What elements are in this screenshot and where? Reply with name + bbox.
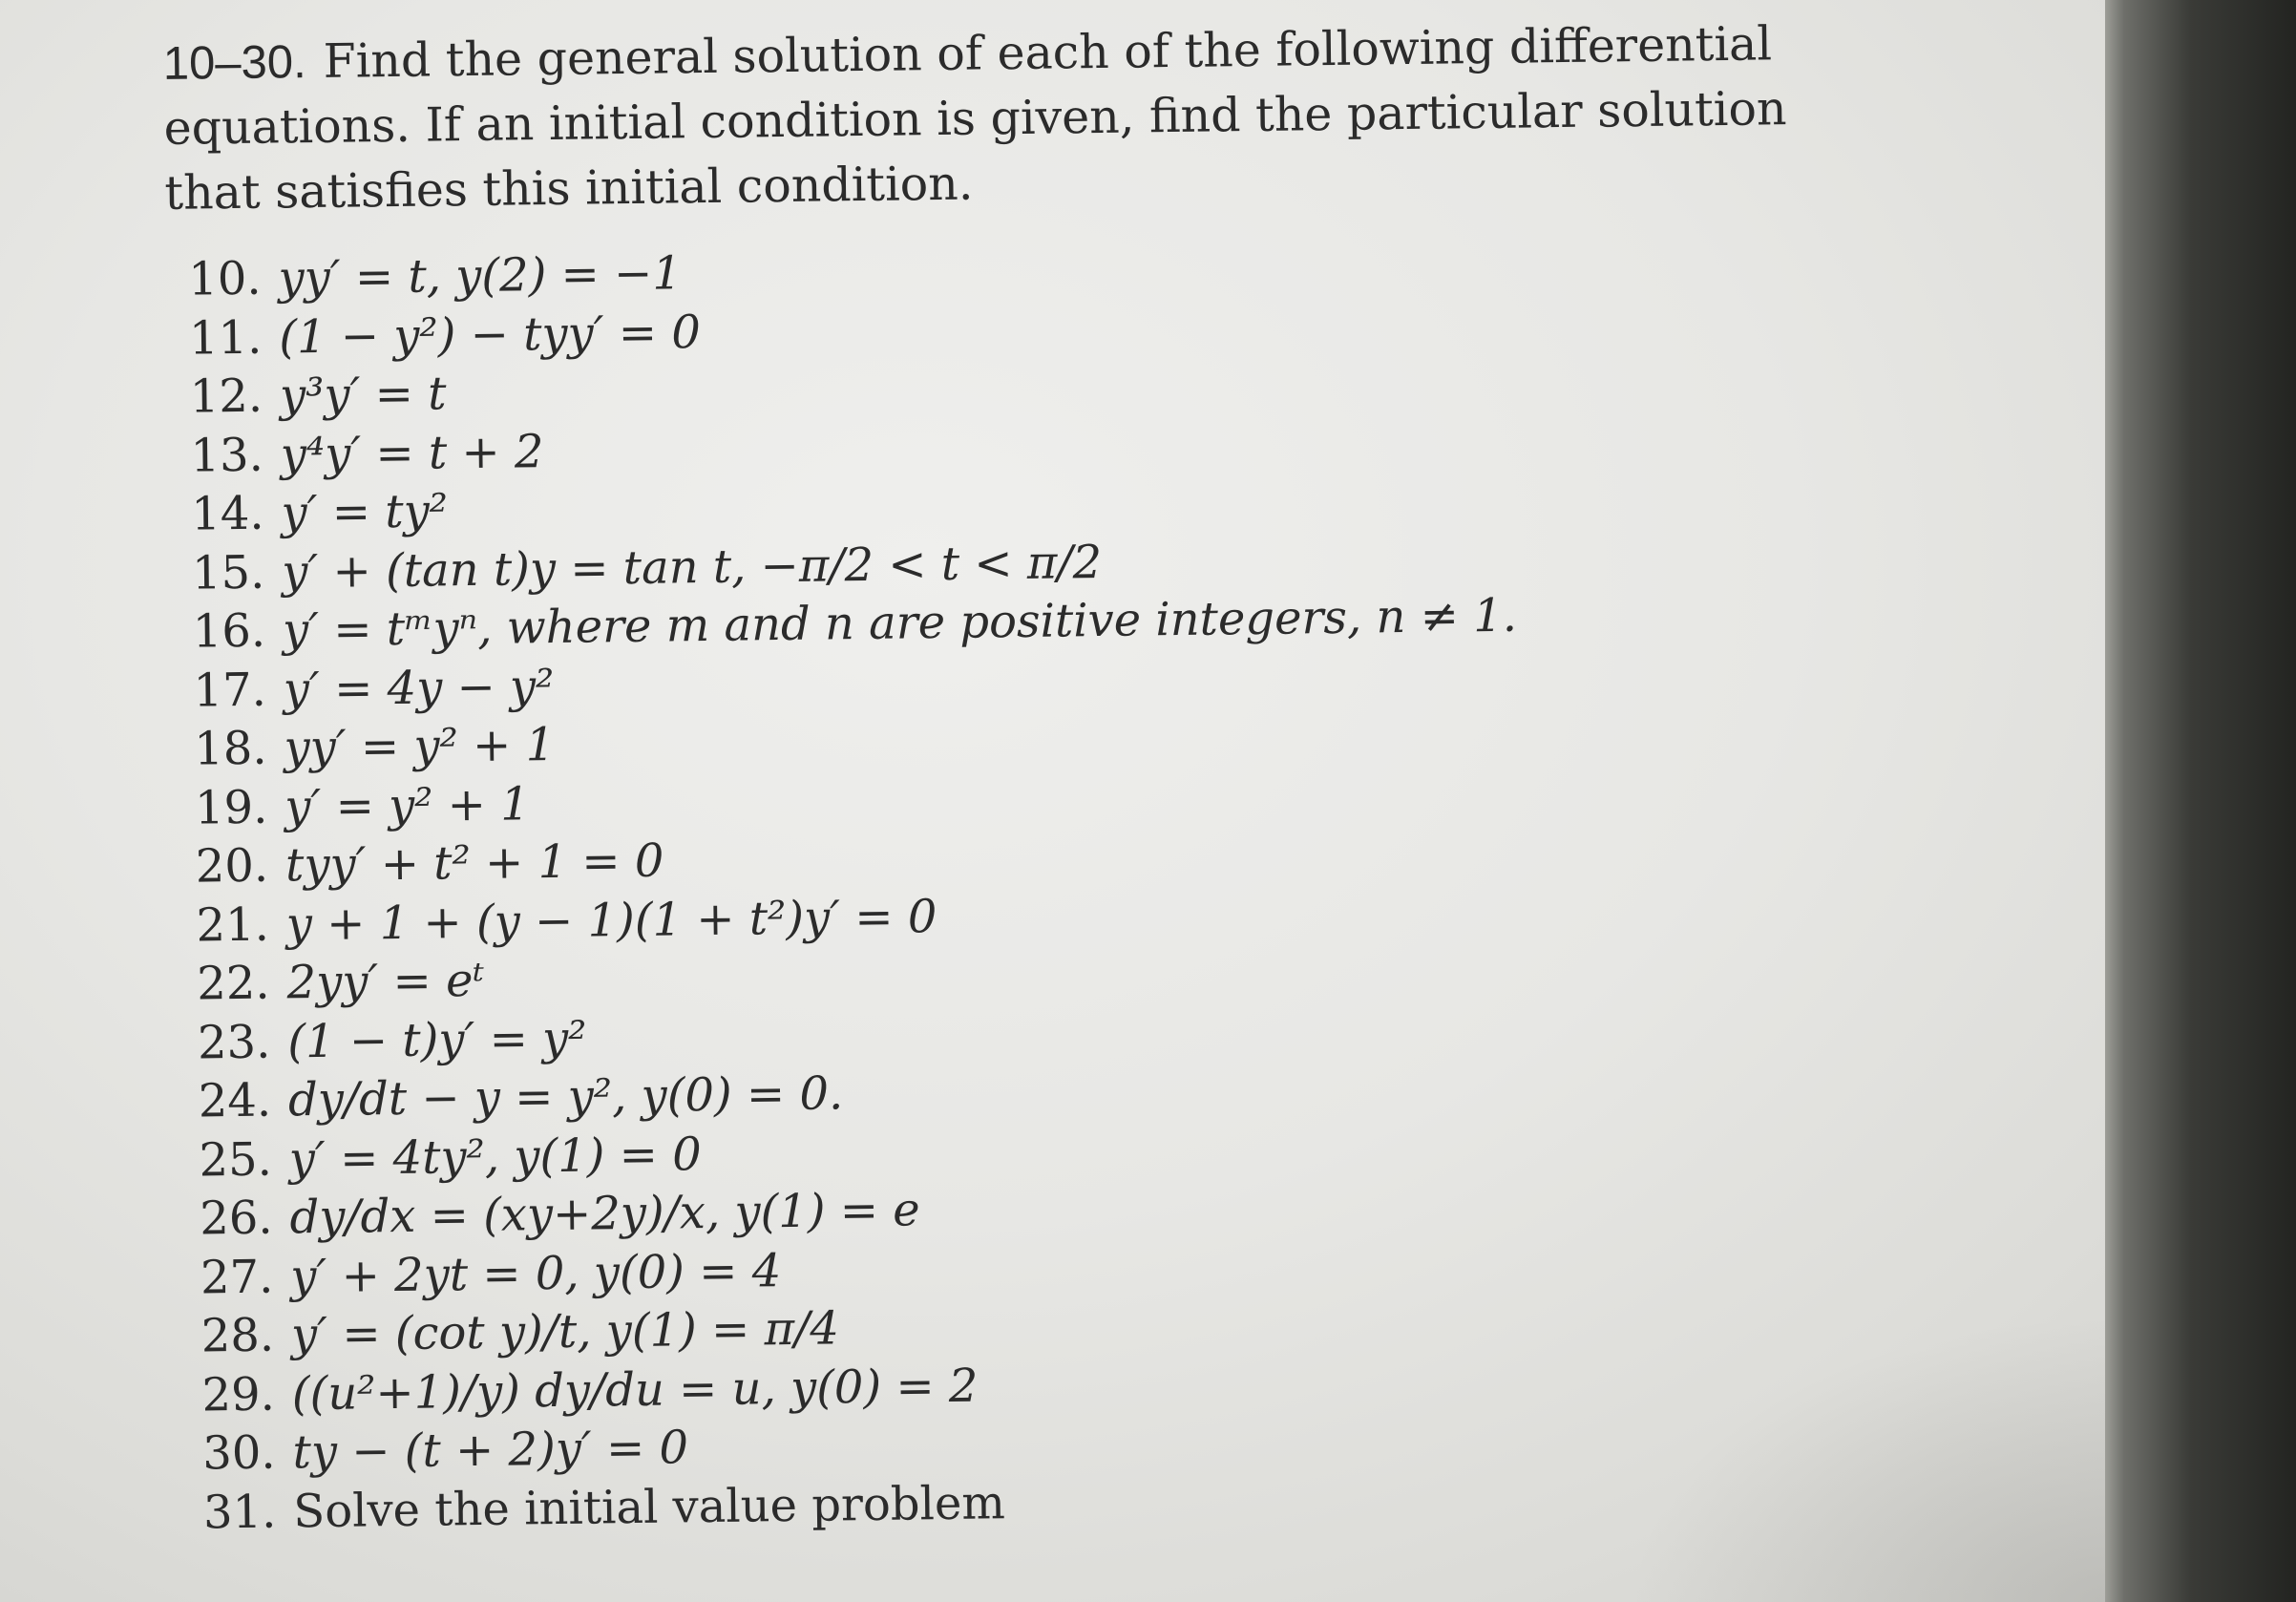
problem-text: Solve the initial value problem — [293, 1475, 1006, 1538]
instructions-text: Find the general solution of each of the following differential equations. If an initial condition is given, find the particular solution that satisfies this initial condition. — [163, 16, 1787, 221]
problem-number: 20. — [195, 838, 269, 894]
problem-equation: ty − (t + 2)y′ = 0 — [292, 1421, 689, 1480]
problem-equation: yy′ = t, y(2) = −1 — [278, 246, 683, 306]
problem-number: 19. — [194, 780, 268, 835]
problem-number: 30. — [201, 1425, 276, 1481]
problem-equation: tyy′ + t² + 1 = 0 — [284, 833, 664, 893]
problem-equation: y′ = ty² — [281, 484, 449, 540]
exercise-range: 10–30. — [162, 36, 307, 90]
problem-equation: ((u²+1)/y) dy/du = u, y(0) = 2 — [291, 1359, 979, 1421]
problem-number: 21. — [196, 897, 270, 953]
problem-number: 26. — [199, 1191, 273, 1246]
shadow-vignette — [1628, 1316, 2105, 1602]
problem-equation: yy′ = y² + 1 — [284, 717, 556, 775]
problem-number: 11. — [188, 310, 263, 366]
problem-number: 23. — [197, 1015, 271, 1070]
problem-number: 16. — [192, 603, 266, 659]
problem-number: 13. — [190, 428, 264, 483]
problem-number: 18. — [193, 721, 267, 776]
problem-number: 14. — [190, 486, 264, 541]
problem-equation: y′ = (cot y)/t, y(1) = π/4 — [290, 1301, 840, 1362]
problem-number: 28. — [200, 1308, 275, 1363]
problem-equation: (1 − y²) − tyy′ = 0 — [278, 305, 702, 364]
problem-number: 24. — [198, 1073, 272, 1128]
problem-equation: 2yy′ = eᵗ — [286, 953, 485, 1010]
problem-equation: y′ = tᵐyⁿ, where m and n are positive integers, n ≠ 1. — [282, 588, 1518, 658]
problem-number: 17. — [193, 663, 267, 718]
problem-equation: y⁴y′ = t + 2 — [280, 424, 544, 481]
problem-number: 15. — [191, 545, 265, 601]
problem-equation: y′ = 4y − y² — [283, 659, 555, 716]
problem-equation: dy/dt − y = y², y(0) = 0. — [287, 1066, 844, 1128]
problem-number: 31. — [202, 1485, 277, 1540]
problem-equation: y + 1 + (y − 1)(1 + t²)y′ = 0 — [285, 889, 937, 951]
problem-number: 12. — [189, 369, 263, 424]
monitor-bezel-edge — [2105, 0, 2296, 1602]
problem-number: 22. — [196, 956, 270, 1011]
problem-equation: y³y′ = t — [279, 367, 447, 423]
problem-number: 25. — [199, 1132, 273, 1188]
problem-number: 27. — [200, 1250, 274, 1305]
problem-list — [165, 235, 1527, 1543]
problem-equation: (1 − t)y′ = y² — [287, 1011, 587, 1068]
problem-equation: y′ + 2yt = 0, y(0) = 4 — [290, 1243, 782, 1303]
exercise-instructions — [162, 11, 1854, 226]
problem-number: 10. — [187, 251, 262, 306]
problem-number: 29. — [201, 1367, 276, 1423]
problem-equation: dy/dx = (xy+2y)/x, y(1) = e — [289, 1183, 920, 1245]
problem-equation: y′ = 4ty², y(1) = 0 — [288, 1127, 703, 1186]
problem-equation: y′ + (tan t)y = tan t, −π/2 < t < π/2 — [281, 535, 1103, 599]
problem-equation: y′ = y² + 1 — [284, 776, 531, 833]
